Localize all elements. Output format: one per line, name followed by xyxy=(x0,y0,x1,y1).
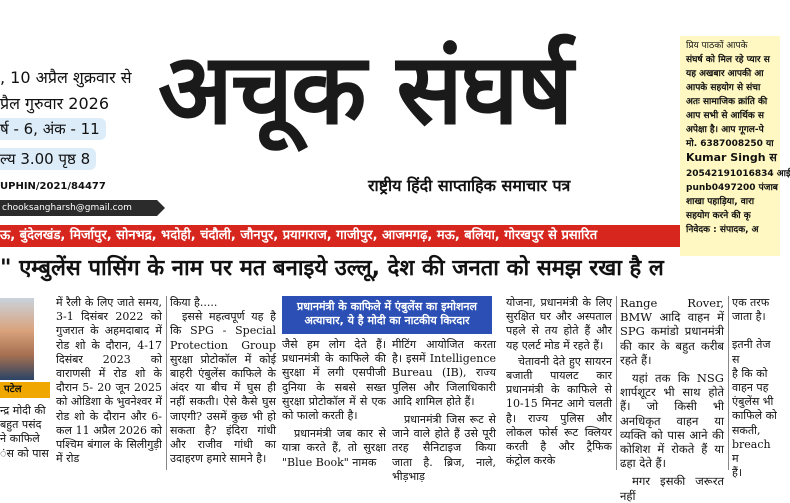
notice-line: punb0497200 पंजाब xyxy=(686,183,778,193)
newspaper-title: अचूक संघर्ष xyxy=(158,33,572,147)
notice-line: 20542191016834 आई xyxy=(686,169,790,179)
issue-date-line2: प्रैल गुरुवार 2026 xyxy=(0,94,110,113)
author-name-tag: पटेल xyxy=(0,382,50,398)
reader-appeal-notice xyxy=(680,36,790,256)
article-text: जैसे हम लोग देते हैं। प्रधानमंत्री के काफिले की सुरक्षा में लगी एसपीजी दुनिया के सबसे सख्त सुरक्षा प्रोटोकॉल में से एक को फालो करती है। xyxy=(282,338,386,423)
notice-line: अतः सामाजिक क्रांति की xyxy=(686,97,768,107)
article-text: मगर इसकी जरूरत नहीं xyxy=(620,474,724,503)
column-divider xyxy=(728,296,729,470)
article-text: प्रधानमंत्री जब कार से यात्रा करते हैं, तो सुरक्षा "Blue Book" नामक xyxy=(282,427,386,469)
notice-line: संघर्ष को मिल रहे प्यार स xyxy=(686,55,770,65)
article-text: मीटिंग आयोजित करता है। इसमें Intelligence Bureau (IB), राज्य पुलिस और जिलाधिकारी आदि शामिल होते हैं। xyxy=(392,338,496,408)
notice-line: निवेदक : संपादक, अ xyxy=(686,225,759,235)
notice-line: यह अखबार आपकी आ xyxy=(686,69,764,79)
article-text: breach म xyxy=(732,437,771,466)
notice-line: Kumar Singh स xyxy=(686,151,777,164)
article-column-4 xyxy=(392,338,496,483)
notice-line: आप सभी से आर्थिक स xyxy=(686,111,764,121)
article-text: इतनी तेज स xyxy=(732,338,771,366)
article-text: प्रधानमंत्री जिस रूट से जाने वाले होते हैं उसे पूरी तरह सैनिटाइज किया जाता है. ब्रिज, नाले, भीड़भाड़ xyxy=(392,413,496,483)
article-column-5 xyxy=(506,296,612,470)
article-text: न्द्र मोदी की xyxy=(0,404,46,417)
notice-line: शाखा पहाड़िया, वारा xyxy=(686,197,755,207)
author-photo xyxy=(0,298,34,380)
article-text: Range Rover, BMW आदि वाहन में SPG कमांडो प्रधानमंत्री की कार के बहुत करीब रहते हैं। xyxy=(620,296,724,367)
notice-line: आपके सहयोग से संचा xyxy=(686,83,761,93)
subheadline-line: प्रधानमंत्री के काफिले में एंबुलेंस का इमोशनल xyxy=(297,300,477,313)
article-text: जाता है। xyxy=(732,310,766,324)
article-text: वाहन पह xyxy=(732,381,769,395)
article-column-1 xyxy=(56,296,162,470)
subheadline-line: अत्याचार, ये है मोदी का नाटकीय किरदार xyxy=(304,314,470,327)
article-column-6 xyxy=(620,296,724,503)
notice-line: सहयोग करने की कृ xyxy=(686,211,751,221)
article-text: एक तरफ xyxy=(732,296,770,309)
article-text: हैं। xyxy=(732,466,743,480)
lead-headline: " एम्बुलेंस पासिंग के नाम पर मत बनाइये उल्लू, देश की जनता को समझ रखा है ल xyxy=(0,256,664,281)
article-text: ंस को पास xyxy=(0,446,49,460)
article-text: चेतावनी देते हुए सायरन बजाती पायलट कार प्रधानमंत्री के काफिले से 10-15 मिनट आगे चलती है। राज्य पुलिस और लोकल फोर्स रूट क्लियर करती है और ट्रैफिक कंट्रोल करके xyxy=(506,354,612,468)
article-text: यहां तक कि NSG शार्पशूटर भी साथ होते हैं। जो किसी भी अनधिकृत वाहन या व्यक्ति को पास आने की कोशिश में रोकते हैं या ढहा देते हैं। xyxy=(620,371,724,471)
article-text: सकती, xyxy=(732,423,761,437)
email-address[interactable]: chooksangharsh@gmail.com xyxy=(2,203,132,213)
email-bar[interactable] xyxy=(0,200,157,216)
issue-date-line1: , 10 अप्रैल शुक्रवार से xyxy=(0,68,132,87)
article-column-0 xyxy=(0,404,52,470)
article-column-7 xyxy=(732,296,780,480)
newspaper-tagline: राष्ट्रीय हिंदी साप्ताहिक समाचार पत्र xyxy=(368,176,571,195)
article-text: है कि को xyxy=(732,366,768,380)
notice-line: मो. 6387008250 या xyxy=(686,139,774,149)
article-text: इससे महत्वपूर्ण यह है कि SPG - Special Protection Group सुरक्षा प्रोटोकॉल में कोई बाहरी एंबुलेंस काफिले के अंदर या बीच में घुस ही नहीं सकती। ऐसे कैसे घुस जाएगी? उसमें कुछ भी हो सकता है? इंदिरा गांधी और राजीव गांधी का उदाहरण हमारे सामने है। xyxy=(170,310,276,466)
article-text: में रैली के लिए जाते समय, 3-1 दिसंबर 2022 को गुजरात के अहमदाबाद में रोड शो के दौरान, 4-17 दिसंबर 2023 को वाराणसी में रोड शो के दौरान 5- 20 जून 2025 को ओडिशा के भुवनेश्वर में रोड शो के दौरान और 6- कल 11 अप्रैल 2026 को पश्चिम बंगाल के सिलीगुड़ी में रोड xyxy=(56,296,162,466)
column-divider xyxy=(616,296,617,470)
article-text: किया है..... xyxy=(170,296,218,309)
article-text: बहुत पसंद xyxy=(0,418,42,432)
article-text: एंबुलेंस भी xyxy=(732,395,774,409)
article-text: योजना, प्रधानमंत्री के लिए सुरक्षित घर और अस्पताल पहले से तय होते हैं और यह एलर्ट मोड में रहते हैं। xyxy=(506,296,612,352)
article-subheadline-box xyxy=(282,296,492,334)
coverage-area-strip: ऊ, बुंदेलखंड, मिर्जापुर, सोनभद्र, भदोही, चंदौली, जौनपुर, प्रयागराज, गाजीपुर, आजमगढ़, मऊ, बलिया, गोरखपुर से प्रसारित xyxy=(0,225,680,247)
notice-line: प्रिय पाठकों आपके xyxy=(686,41,748,51)
article-text: काफिले को xyxy=(732,409,777,423)
volume-issue: र्ष - 6, अंक - 11 xyxy=(0,118,106,140)
column-divider xyxy=(166,296,167,470)
price-pages: ल्य 3.00 पृष्ठ 8 xyxy=(0,148,96,170)
notice-line: अपेक्षा है। आप गूगल-पे xyxy=(686,125,764,135)
article-column-2 xyxy=(170,296,276,470)
article-column-3 xyxy=(282,338,386,470)
registration-number: UPHIN/2021/84477 xyxy=(0,181,106,192)
article-text: ने काफिले xyxy=(0,432,40,446)
